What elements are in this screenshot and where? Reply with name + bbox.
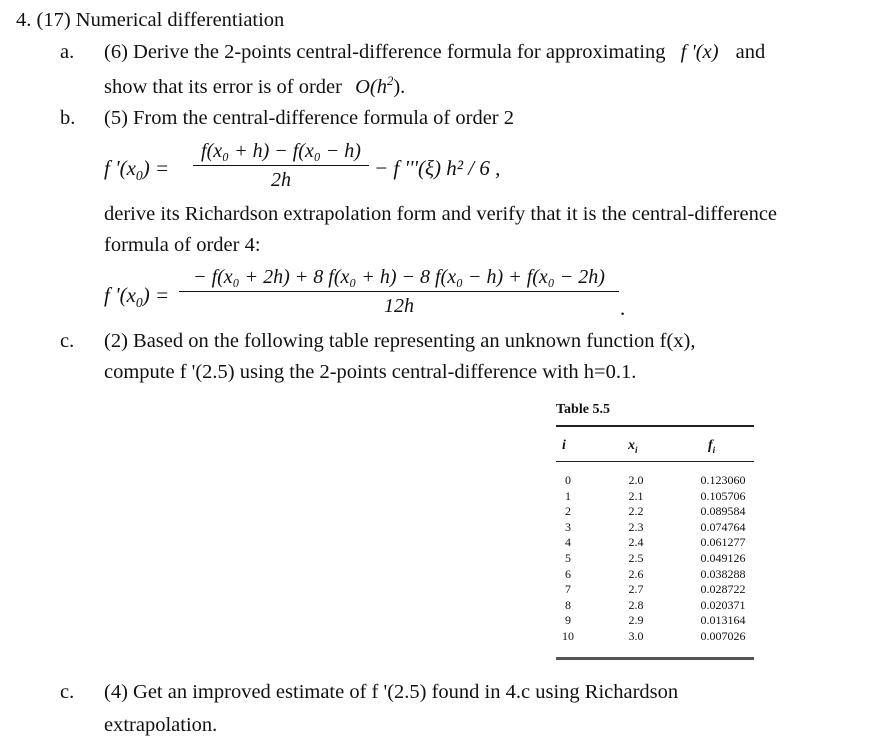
question-heading [16, 9, 284, 32]
part-a-line1 [104, 41, 765, 64]
cell-i: 1 [565, 488, 571, 503]
part-a-label: a. [60, 41, 75, 63]
column-x [620, 473, 652, 645]
cell-i: 5 [565, 550, 571, 565]
question-points: (17) [36, 9, 71, 31]
part-a-line2-text: show that its error is of order [104, 75, 342, 98]
part-c1-label: c. [60, 330, 75, 352]
table-top-rule [556, 425, 754, 427]
cell-i: 7 [565, 582, 571, 597]
column-f [692, 473, 754, 645]
cell-f: 0.038288 [700, 566, 746, 581]
cell-f: 0.028722 [700, 582, 746, 597]
formula1-numerator: f(x₀ + h) − f(x₀ − h) [193, 140, 369, 166]
column-i [560, 473, 576, 645]
cell-i: 9 [565, 613, 571, 628]
formula1-denominator: 2h [271, 169, 291, 191]
cell-i: 10 [562, 628, 574, 643]
cell-x: 2.8 [628, 597, 644, 612]
part-a-fprime: f '(x) [680, 41, 719, 63]
table-header-rule [556, 461, 754, 462]
cell-x: 3.0 [628, 628, 644, 643]
table-caption: Table 5.5 [556, 402, 610, 417]
error-order: $O(h^2$ [355, 74, 394, 98]
formula2-period: . [620, 296, 626, 320]
part-a-text: (6) Derive the 2-points central-difference formula for approximating [104, 41, 666, 63]
cell-i: 3 [565, 519, 571, 534]
formula2-numerator: − f(x₀ + 2h) + 8 f(x₀ + h) − 8 f(x₀ − h) + f(x₀ − 2h) [179, 266, 619, 292]
formula1-fraction [193, 140, 369, 192]
cell-x: 2.6 [628, 566, 644, 581]
cell-i: 6 [565, 566, 571, 581]
part-c2-label: c. [60, 681, 75, 703]
formula1-error-term: − f '''(ξ) h² / 6 , [374, 156, 501, 180]
cell-x: 2.0 [628, 473, 644, 487]
cell-f: 0.049126 [700, 550, 746, 565]
part-c1-line1: (2) Based on the following table representing an unknown function f(x), [104, 330, 696, 352]
cell-f: 0.089584 [700, 504, 746, 519]
cell-x: 2.1 [628, 488, 644, 503]
part-c2-line1: (4) Get an improved estimate of f '(2.5) found in 4.c using Richardson [104, 681, 679, 703]
cell-f: 0.013164 [700, 613, 746, 628]
part-b-label: b. [60, 107, 76, 129]
cell-x: 2.9 [628, 613, 644, 628]
question-title: Numerical differentiation [75, 9, 285, 31]
cell-x: 2.2 [628, 504, 644, 519]
cell-f: 0.061277 [700, 535, 746, 550]
formula2-lhs: f '$(x_0)$ = [104, 283, 170, 311]
cell-f: 0.074764 [700, 519, 746, 534]
cell-i: 2 [565, 504, 571, 519]
cell-f: 0.123060 [700, 473, 746, 487]
header-fi: $f_i$ [708, 438, 716, 455]
header-xi: $x_i$ [628, 438, 638, 455]
table-bottom-rule [556, 657, 754, 660]
cell-x: 2.5 [628, 550, 644, 565]
cell-i: 0 [565, 473, 571, 487]
error-order-exponent: 2 [387, 74, 394, 88]
cell-f: 0.007026 [700, 628, 746, 643]
formula2-fraction [179, 266, 619, 318]
part-b-line2: derive its Richardson extrapolation form and verify that it is the central-difference [104, 203, 778, 225]
cell-x: 2.3 [628, 519, 644, 534]
header-i: i [562, 438, 566, 453]
part-c2-line2: extrapolation. [104, 714, 218, 736]
formula2-denominator: 12h [384, 295, 414, 317]
formula1-lhs: f '$(x_0)$ = [104, 156, 170, 184]
part-a-line2: show that its error is of order $O(h^2)$. [104, 74, 406, 98]
part-a-and: and [735, 41, 766, 63]
cell-f: 0.105706 [700, 488, 746, 503]
question-number: 4. [16, 9, 32, 31]
cell-f: 0.020371 [700, 597, 746, 612]
cell-i: 8 [565, 597, 571, 612]
part-b-line1: (5) From the central-difference formula of order 2 [104, 107, 515, 129]
part-b-line3: formula of order 4: [104, 234, 261, 256]
cell-x: 2.4 [628, 535, 644, 550]
cell-i: 4 [565, 535, 571, 550]
part-c1-line2: compute f '(2.5) using the 2-points central-difference with h=0.1. [104, 361, 637, 383]
cell-x: 2.7 [628, 582, 644, 597]
